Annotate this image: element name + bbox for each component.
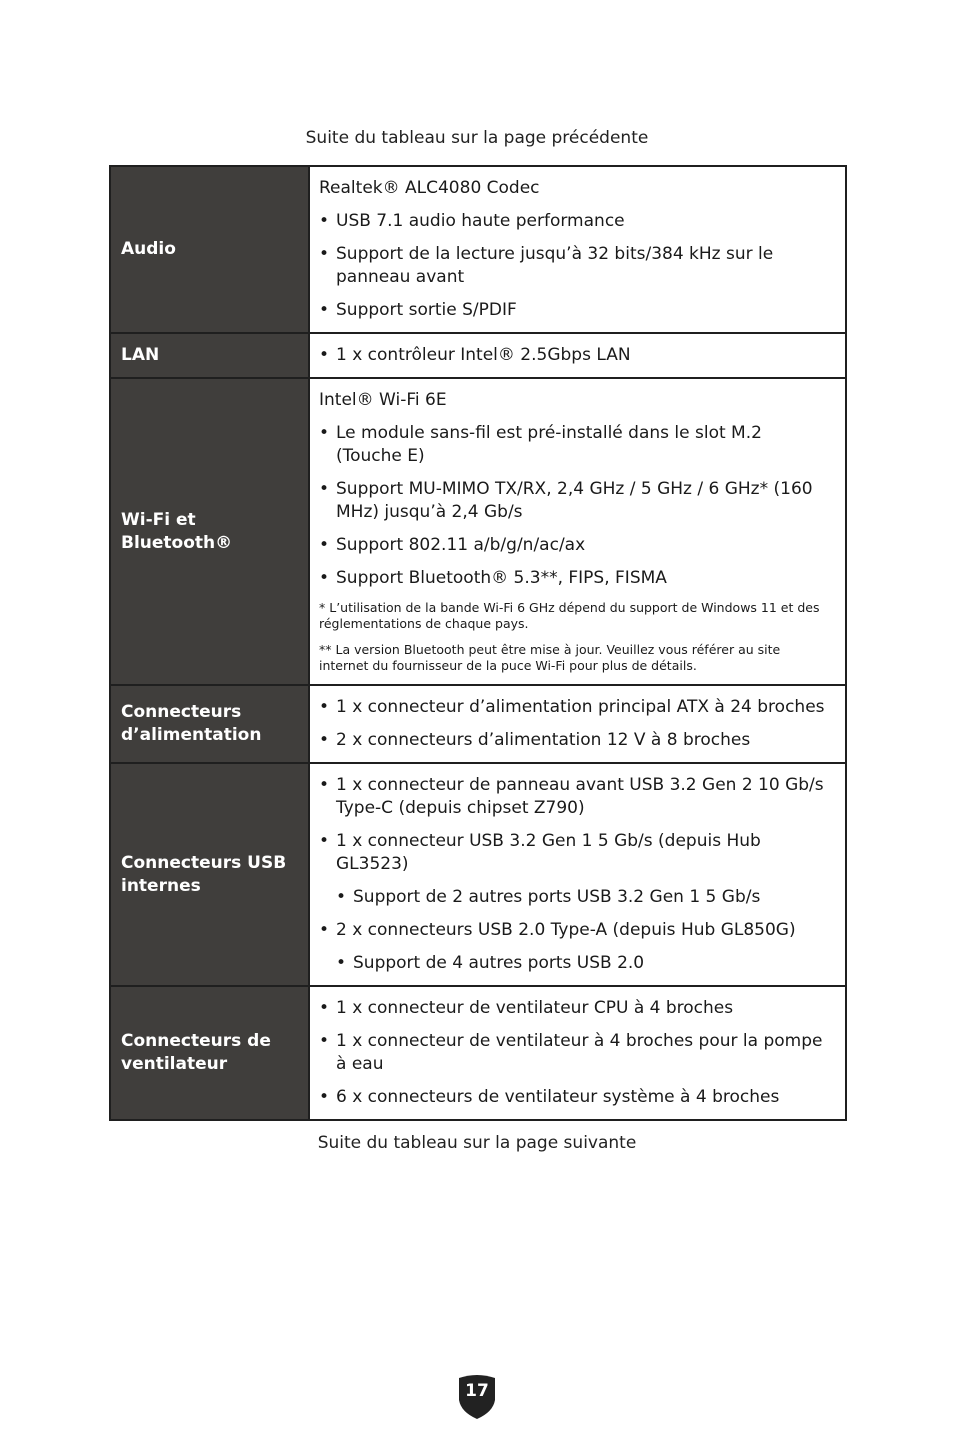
page-number-badge: [457, 1372, 497, 1420]
spec-bullet: • 2 x connecteurs d’alimentation 12 V à 8 broches: [319, 729, 831, 752]
spec-bullet: • Support sortie S/PDIF: [319, 299, 831, 322]
spec-row: [110, 986, 846, 1120]
spec-label: Connecteurs d’alimentation: [110, 685, 309, 763]
spec-sub-bullet: • Support de 2 autres ports USB 3.2 Gen 1 5 Gb/s: [336, 886, 831, 909]
spec-bullet: • 1 x connecteur de panneau avant USB 3.2 Gen 2 10 Gb/s Type-C (depuis chipset Z790): [319, 774, 831, 820]
spec-bullet: • 1 x connecteur de ventilateur CPU à 4 broches: [319, 997, 831, 1020]
continued-on-note: Suite du tableau sur la page suivante: [317, 1133, 637, 1153]
spec-value-cell: [309, 166, 846, 333]
spec-bullet: • 1 x connecteur de ventilateur à 4 broches pour la pompe à eau: [319, 1030, 831, 1076]
spec-heading-line: Realtek® ALC4080 Codec: [319, 178, 540, 198]
spec-value-cell: [309, 378, 846, 685]
spec-row: [110, 166, 846, 333]
spec-row: [110, 333, 846, 378]
spec-value-cell: [309, 685, 846, 763]
spec-bullet: • Support Bluetooth® 5.3**, FIPS, FISMA: [319, 567, 831, 590]
spec-bullet: • Support 802.11 a/b/g/n/ac/ax: [319, 534, 831, 557]
spec-label: Connecteurs USB internes: [110, 763, 309, 986]
spec-label: LAN: [110, 333, 309, 378]
specifications-table: [109, 165, 847, 1121]
spec-label: Wi-Fi et Bluetooth®: [110, 378, 309, 685]
spec-footnote: ** La version Bluetooth peut être mise à jour. Veuillez vous référer au site internet du fournisseur de la puce Wi-Fi pour plus de détails.: [319, 642, 781, 673]
spec-bullet: • Support de la lecture jusqu’à 32 bits/384 kHz sur le panneau avant: [319, 243, 831, 289]
spec-bullet: • 2 x connecteurs USB 2.0 Type-A (depuis Hub GL850G): [319, 919, 831, 942]
spec-row: [110, 685, 846, 763]
spec-value-cell: [309, 333, 846, 378]
spec-value-cell: [309, 986, 846, 1120]
spec-label: Audio: [110, 166, 309, 333]
spec-label: Connecteurs de ventilateur: [110, 986, 309, 1120]
spec-row: [110, 763, 846, 986]
spec-footnote: * L’utilisation de la bande Wi-Fi 6 GHz dépend du support de Windows 11 et des réglementations de chaque pays.: [319, 600, 820, 631]
spec-bullet: • 1 x connecteur d’alimentation principal ATX à 24 broches: [319, 696, 831, 719]
spec-sub-bullet: • Support de 4 autres ports USB 2.0: [336, 952, 831, 975]
spec-value-cell: [309, 763, 846, 986]
spec-bullet: • 1 x contrôleur Intel® 2.5Gbps LAN: [319, 344, 831, 367]
spec-bullet: • USB 7.1 audio haute performance: [319, 210, 831, 233]
spec-bullet: • 1 x connecteur USB 3.2 Gen 1 5 Gb/s (depuis Hub GL3523): [319, 830, 831, 876]
page-number: 17: [465, 1381, 489, 1401]
spec-bullet: • Le module sans-fil est pré-installé dans le slot M.2 (Touche E): [319, 422, 831, 468]
spec-bullet: • Support MU-MIMO TX/RX, 2,4 GHz / 5 GHz / 6 GHz* (160 MHz) jusqu’à 2,4 Gb/s: [319, 478, 831, 524]
spec-row: [110, 378, 846, 685]
spec-heading-line: Intel® Wi-Fi 6E: [319, 390, 447, 410]
continued-from-note: Suite du tableau sur la page précédente: [305, 128, 649, 148]
spec-bullet: • 6 x connecteurs de ventilateur système à 4 broches: [319, 1086, 831, 1109]
